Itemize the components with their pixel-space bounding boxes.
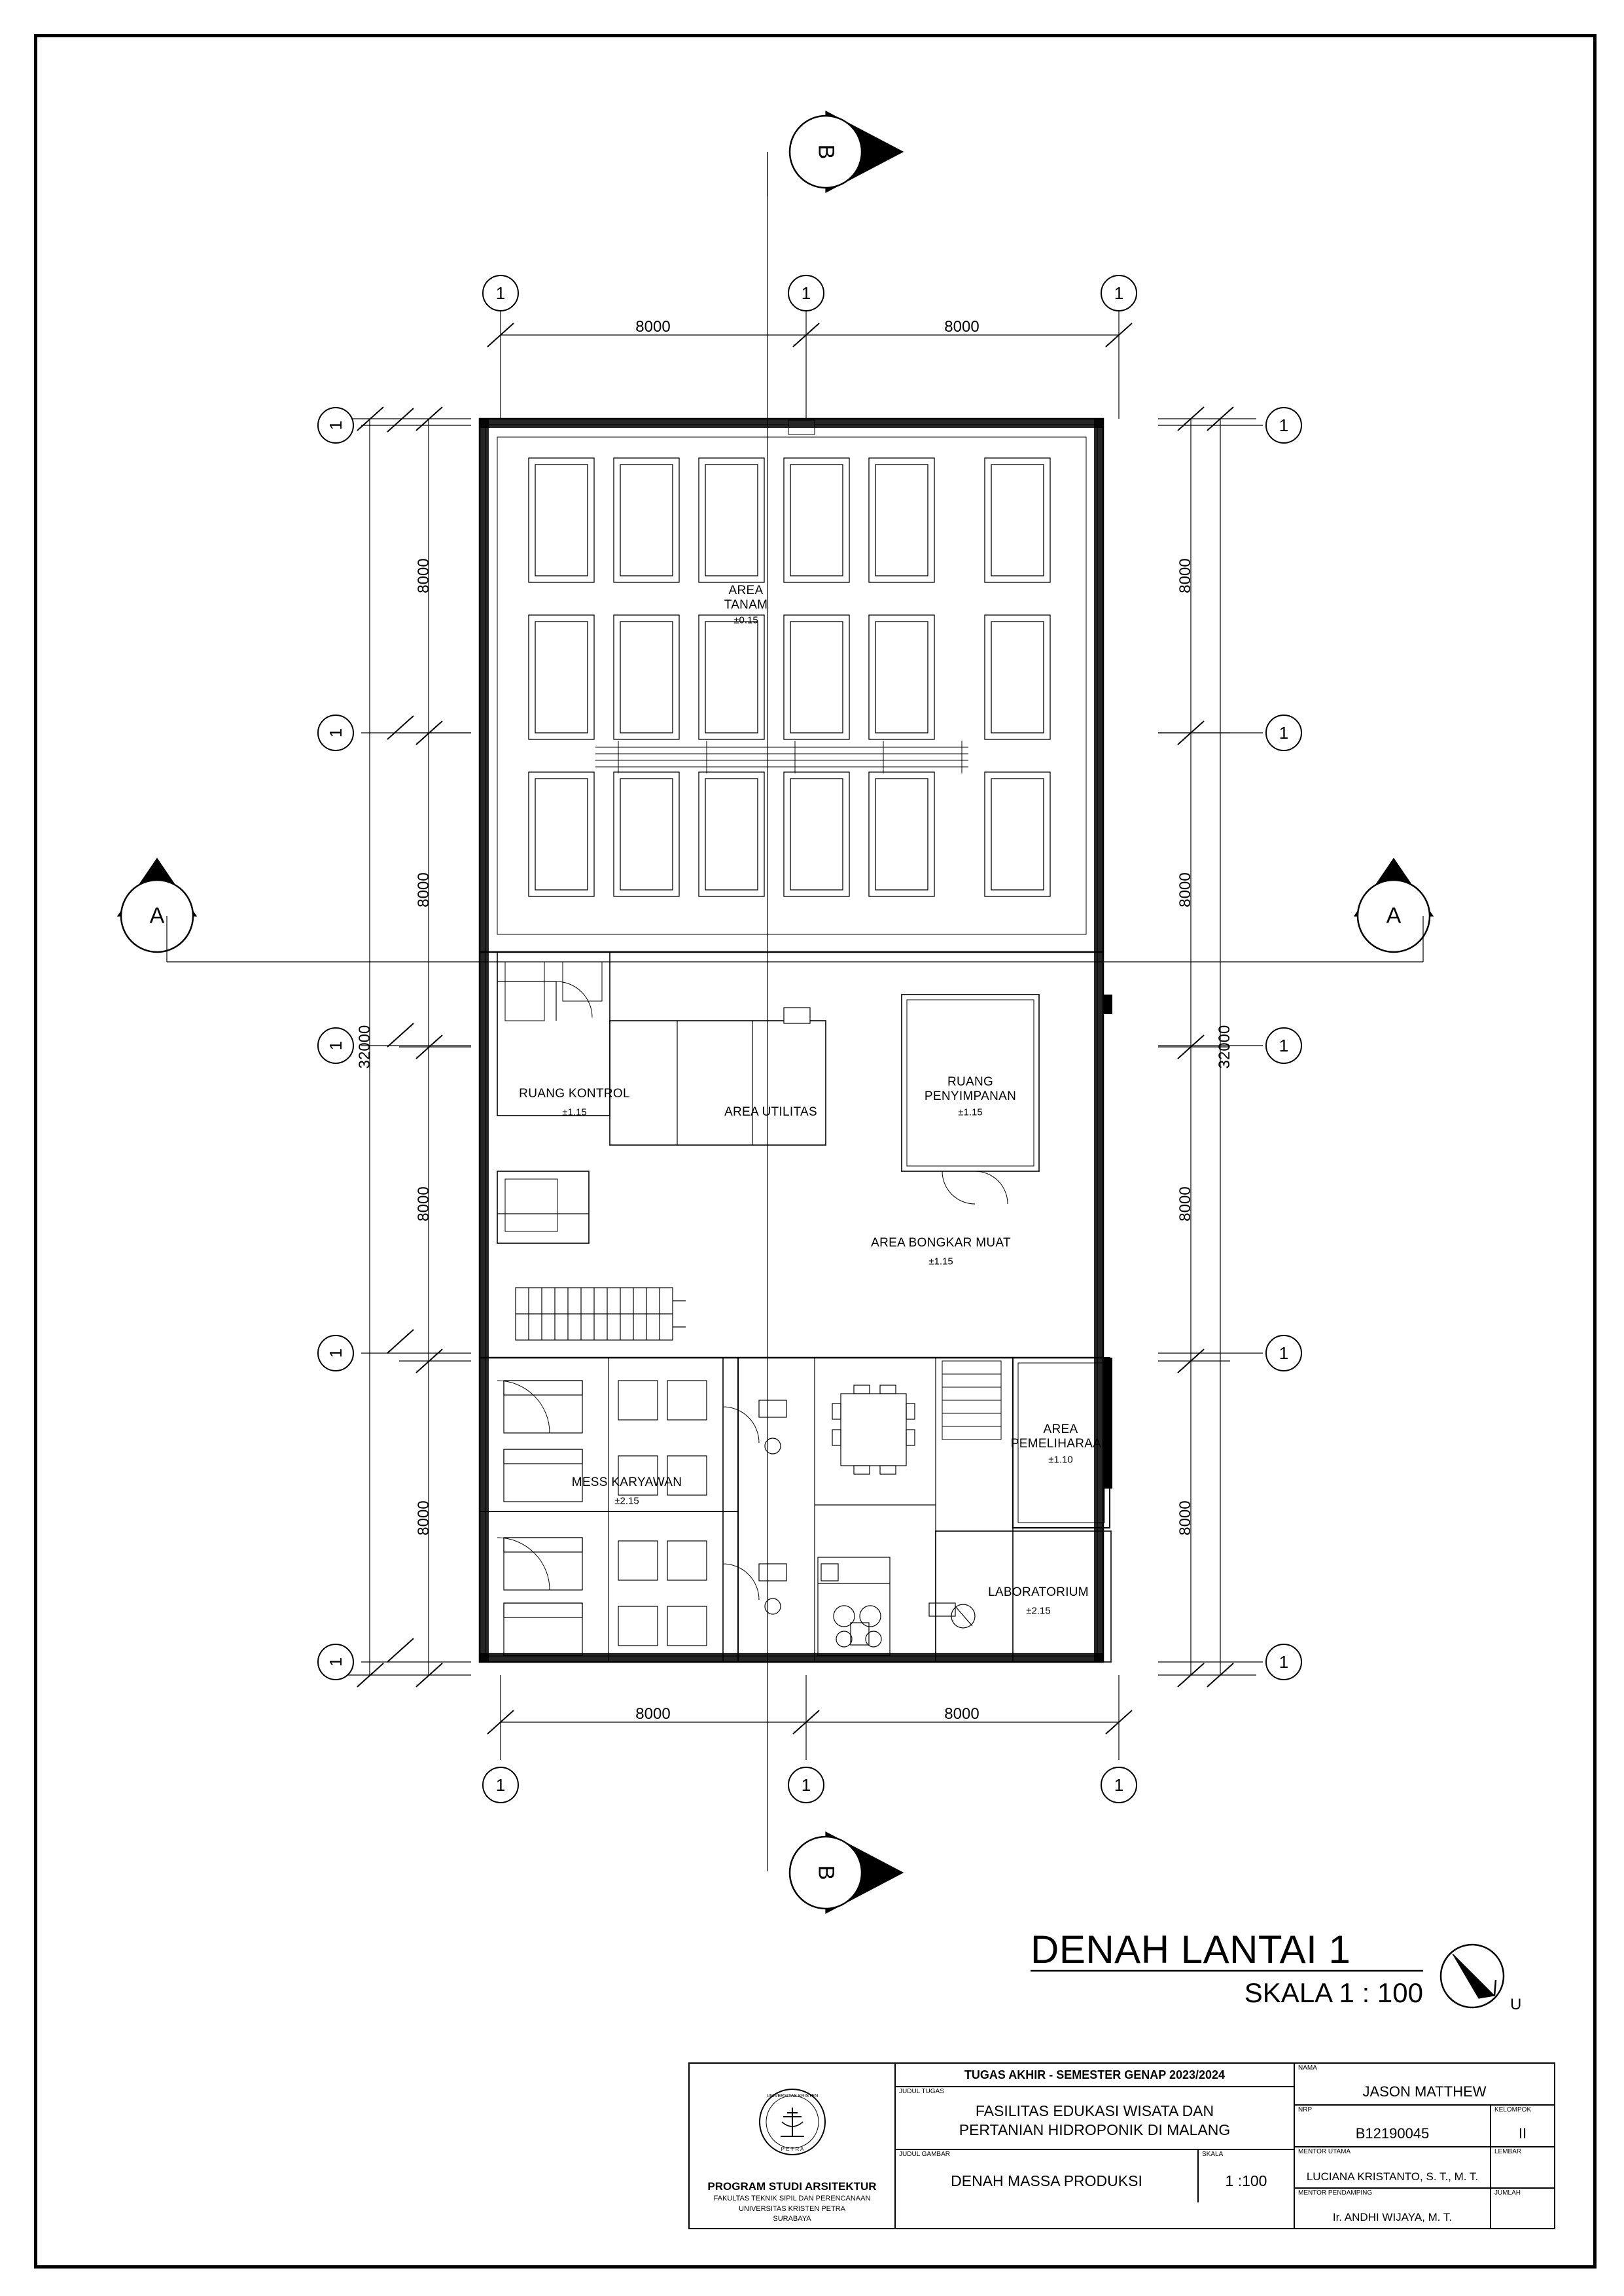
grid-bubble-bottom-3: 1 (1101, 1767, 1137, 1803)
dim-left-4: 8000 (415, 1500, 432, 1536)
skala-cell (1199, 2150, 1294, 2202)
room-label-ruang-penyimpanan-line1: RUANG (947, 1075, 994, 1089)
room-elev-area-bongkar-muat: ±1.15 (928, 1256, 953, 1267)
room-label-area-utilitas: AREA UTILITAS (724, 1105, 817, 1120)
mentor-pendamping-caption: MENTOR PENDAMPING (1298, 2189, 1373, 2197)
dim-right-3: 8000 (1176, 1186, 1194, 1222)
dim-right-2: 8000 (1176, 872, 1194, 908)
dim-right-1: 8000 (1176, 558, 1194, 593)
program-name: PROGRAM STUDI ARSITEKTUR (707, 2180, 877, 2193)
scale-label: SKALA 1 : 100 (1244, 1977, 1423, 2008)
mentor-pendamping-row (1295, 2189, 1554, 2228)
grid-bubble-right-4: 1 (1265, 1335, 1302, 1371)
nama-cell (1295, 2064, 1554, 2104)
title-block-right-section (1295, 2064, 1554, 2228)
assignment-header: TUGAS AKHIR - SEMESTER GENAP 2023/2024 (896, 2064, 1294, 2087)
mentor-utama-row (1295, 2147, 1554, 2189)
section-mark-a-right: A (1386, 903, 1402, 928)
svg-text:P E T R A: P E T R A (781, 2146, 803, 2152)
grid-bubble-left-3: 1 (317, 1027, 354, 1064)
dim-left-2: 8000 (415, 872, 432, 908)
judul-gambar-cell (896, 2150, 1199, 2202)
judul-gambar-caption: JUDUL GAMBAR (899, 2151, 950, 2158)
dim-left-1: 8000 (415, 558, 432, 593)
grid-bubble-bottom-1: 1 (482, 1767, 519, 1803)
judul-tugas-value (896, 2102, 1294, 2140)
room-label-mess-karyawan: MESS KARYAWAN (571, 1475, 682, 1490)
room-label-laboratorium: LABORATORIUM (988, 1585, 1089, 1600)
judul-gambar-value: DENAH MASSA PRODUKSI (951, 2172, 1142, 2189)
jumlah-cell (1491, 2189, 1554, 2228)
lembar-caption: LEMBAR (1494, 2148, 1522, 2155)
kelompok-cell (1491, 2106, 1554, 2146)
assignment-title-row (896, 2087, 1294, 2150)
faculty-line-3: SURABAYA (773, 2215, 811, 2223)
dim-right-overall: 32000 (1216, 1025, 1233, 1069)
room-elev-area-pemeliharaan: ±1.10 (1048, 1454, 1073, 1466)
grid-bubble-top-2: 1 (788, 275, 824, 311)
room-elev-ruang-penyimpanan: ±1.15 (958, 1106, 983, 1118)
room-label-ruang-kontrol: RUANG KONTROL (519, 1087, 630, 1101)
dim-left-overall: 32000 (356, 1025, 374, 1069)
room-label-area-tanam-line1: AREA (728, 584, 764, 598)
grid-bubble-right-2: 1 (1265, 715, 1302, 751)
dim-bottom-1: 8000 (635, 1705, 671, 1723)
skala-caption: SKALA (1202, 2151, 1224, 2158)
grid-bubble-bottom-2: 1 (788, 1767, 824, 1803)
grid-bubble-top-3: 1 (1101, 275, 1137, 311)
room-label-ruang-penyimpanan-line2: PENYIMPANAN (924, 1089, 1017, 1104)
skala-value: 1 :100 (1225, 2172, 1267, 2189)
judul-tugas-line2: PERTANIAN HIDROPONIK DI MALANG (959, 2121, 1231, 2138)
judul-tugas-caption: JUDUL TUGAS (899, 2088, 944, 2095)
dim-top-1: 8000 (635, 318, 671, 336)
svg-text:UNIVERSITAS KRISTEN: UNIVERSITAS KRISTEN (766, 2093, 818, 2098)
nrp-value: B12190045 (1355, 2125, 1430, 2142)
room-elev-laboratorium: ±2.15 (1026, 1605, 1051, 1617)
faculty-line-2: UNIVERSITAS KRISTEN PETRA (739, 2204, 845, 2213)
nrp-caption: NRP (1298, 2106, 1313, 2113)
nama-row (1295, 2064, 1554, 2106)
grid-bubble-left-5: 1 (317, 1644, 354, 1680)
room-elev-ruang-kontrol: ±1.15 (562, 1106, 587, 1118)
lembar-cell (1491, 2147, 1554, 2187)
nrp-row (1295, 2106, 1554, 2147)
jumlah-caption: JUMLAH (1494, 2189, 1521, 2197)
grid-bubble-top-1: 1 (482, 275, 519, 311)
room-label-area-pemeliharaan-line1: AREA (1043, 1422, 1078, 1437)
grid-bubble-right-1: 1 (1265, 407, 1302, 444)
dim-top-2: 8000 (944, 318, 980, 336)
grid-bubble-left-4: 1 (317, 1335, 354, 1371)
grid-bubble-right-5: 1 (1265, 1644, 1302, 1680)
dim-right-4: 8000 (1176, 1500, 1194, 1536)
title-block (688, 2062, 1555, 2229)
mentor-utama-caption: MENTOR UTAMA (1298, 2148, 1351, 2155)
section-mark-b-top: B (813, 144, 839, 160)
dim-left-3: 8000 (415, 1186, 432, 1222)
title-block-logo-section (690, 2064, 896, 2228)
nama-value: JASON MATTHEW (1362, 2083, 1487, 2100)
room-elev-mess-karyawan: ±2.15 (614, 1495, 639, 1507)
nama-caption: NAMA (1298, 2064, 1317, 2072)
room-label-area-bongkar-muat: AREA BONGKAR MUAT (871, 1236, 1011, 1250)
mentor-utama-cell (1295, 2147, 1491, 2187)
nrp-cell (1295, 2106, 1491, 2146)
room-label-area-tanam-line2: TANAM (724, 598, 768, 612)
mentor-pendamping-value: Ir. ANDHI WIJAYA, M. T. (1332, 2211, 1453, 2223)
mentor-utama-value: LUCIANA KRISTANTO, S. T., M. T. (1306, 2170, 1479, 2183)
page-title: DENAH LANTAI 1 (1031, 1928, 1351, 1971)
dim-bottom-2: 8000 (944, 1705, 980, 1723)
drawing-title-row (896, 2150, 1294, 2202)
section-mark-a-left: A (149, 903, 165, 928)
room-label-area-pemeliharaan-line2: PEMELIHARAAN (1010, 1437, 1111, 1451)
north-arrow-label: U (1510, 1996, 1522, 2013)
judul-tugas-line1: FASILITAS EDUKASI WISATA DAN (975, 2102, 1214, 2119)
grid-bubble-right-3: 1 (1265, 1027, 1302, 1064)
title-block-middle-section (896, 2064, 1295, 2228)
section-mark-b-bottom: B (813, 1865, 839, 1881)
kelompok-caption: KELOMPOK (1494, 2106, 1532, 2113)
kelompok-value: II (1518, 2125, 1527, 2142)
grid-bubble-left-2: 1 (317, 715, 354, 751)
faculty-line-1: FAKULTAS TEKNIK SIPIL DAN PERENCANAAN (713, 2194, 871, 2202)
room-elev-area-tanam: ±0.15 (733, 614, 758, 626)
university-seal-icon (753, 2064, 832, 2180)
grid-bubble-left-1: 1 (317, 407, 354, 444)
mentor-pendamping-cell (1295, 2189, 1491, 2228)
